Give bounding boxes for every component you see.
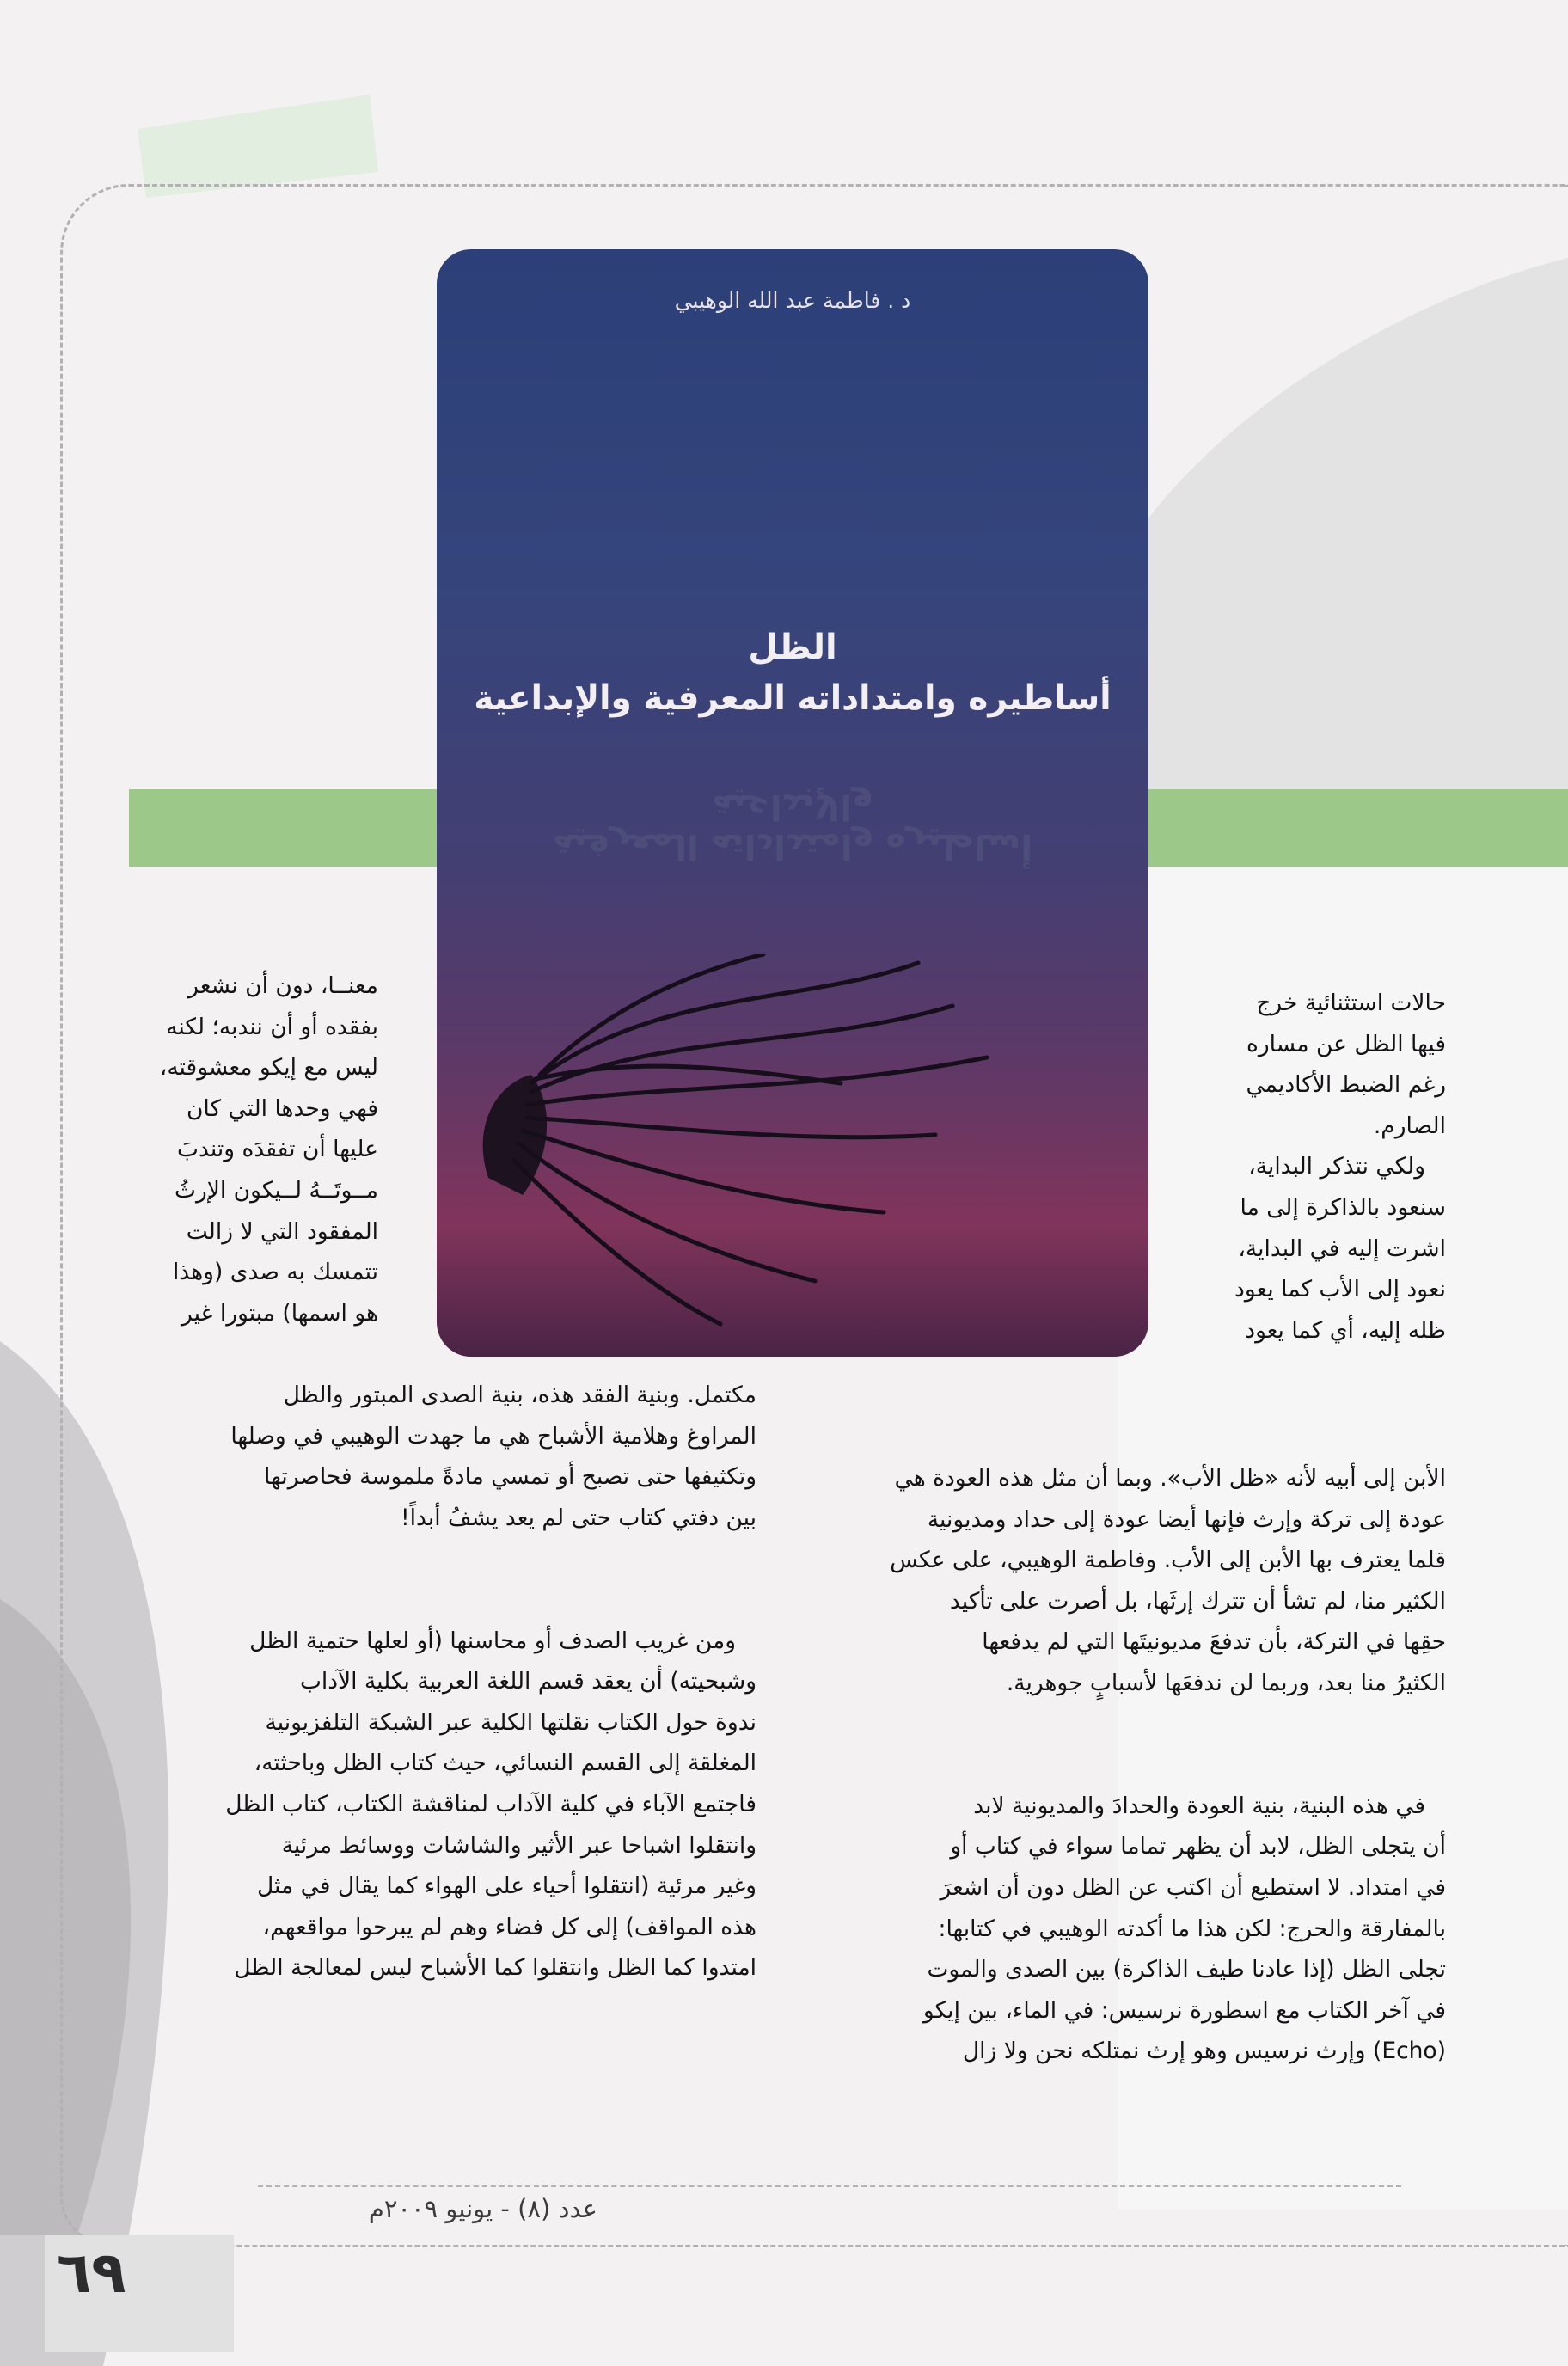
right-upper-line: نعود إلى الأب كما يعود xyxy=(1234,1276,1446,1303)
right-upper-line: اشرت إليه في البداية، xyxy=(1238,1235,1446,1262)
left-upper-line: معنــا، دون أن نشعر xyxy=(187,972,378,999)
left-lower-line: المراوغ وهلامية الأشباح هي ما جهدت الوهيبي في وصلها xyxy=(230,1422,756,1450)
right-upper-line: فيها الظل عن مساره xyxy=(1246,1030,1446,1057)
right-upper-line: حالات استثنائية خرج xyxy=(1256,990,1446,1016)
right-lower-line: في آخر الكتاب مع اسطورة نرسيس: في الماء، بين إيكو xyxy=(922,1996,1446,2024)
left-lower-line: ومن غريب الصدف أو محاسنها (أو لعلها حتمية الظل xyxy=(249,1627,736,1654)
left-upper-line: المفقود التي لا زالت xyxy=(186,1217,378,1245)
left-lower-line xyxy=(129,1579,756,1621)
right-upper-line: الصارم. xyxy=(1373,1112,1446,1139)
cover-hair-illustration xyxy=(437,954,1148,1357)
right-upper-line: رغم الضبط الأكاديمي xyxy=(1246,1071,1446,1099)
right-lower-line: أن يتجلى الظل، لابد أن يظهر تماما سواء في كتاب أو xyxy=(950,1833,1446,1860)
right-lower-line: حقِها في التركة، بأن تدفعَ مديونيتَها التي لم يدفعها xyxy=(982,1628,1446,1656)
left-lower-line: المغلقة إلى القسم النسائي، حيث كتاب الظل وباحثته، xyxy=(254,1750,756,1777)
footer-divider xyxy=(258,2185,1401,2187)
left-upper-line: هو اسمها) مبتورا غير xyxy=(181,1299,378,1327)
right-upper-line: سنعود بالذاكرة إلى ما xyxy=(1240,1193,1446,1221)
left-upper-line: ليس مع إيكو معشوقته، xyxy=(159,1054,378,1082)
left-upper-line: تتمسك به صدى (وهذا xyxy=(172,1259,378,1286)
right-lower-line: الكثير منا، لم تشأ أن تترك إرثَها، بل أصرت على تأكيد xyxy=(949,1587,1446,1615)
right-lower-line: في هذه البنية، بنية العودة والحدادَ والمديونية لابد xyxy=(973,1792,1425,1819)
right-lower-line: الكثيرُ منا بعد، وربما لن ندفعَها لأسبابٍ جوهرية. xyxy=(1006,1669,1446,1696)
right-lower-line xyxy=(824,1744,1446,1786)
cover-subtitle-reflection: أساطيره وامتداداته المعرفية والإبداعية xyxy=(552,787,1033,866)
left-lower-line: مكتمل. وبنية الفقد هذه، بنية الصدى المبتور والظل xyxy=(283,1382,756,1408)
issue-info: عدد (٨) - يونيو ٢٠٠٩م xyxy=(368,2194,597,2223)
right-lower-line: الأبن إلى أبيه لأنه «ظل الأب». وبما أن مثل هذه العودة هي xyxy=(894,1465,1446,1492)
right-lower-line: (Echo) وإرث نرسيس وهو إرث نمتلكه نحن ولا زال xyxy=(962,2038,1446,2065)
book-cover xyxy=(437,249,1148,1357)
article-column-left-lower xyxy=(129,1375,756,2030)
left-upper-line: فهي وحدها التي كان xyxy=(186,1094,378,1122)
left-lower-line xyxy=(129,1989,756,2030)
left-lower-line: امتدوا كما الظل وانتقلوا كما الأشباح ليس لمعالجة الظل xyxy=(234,1954,756,1982)
right-lower-line xyxy=(824,1704,1446,1745)
article-column-left-upper xyxy=(129,965,378,1375)
article-column-right-upper xyxy=(1124,983,1446,1351)
right-lower-line: عودة إلى تركة وإرث فإنها أيضا عودة إلى حداد ومديونية xyxy=(927,1505,1446,1533)
left-lower-line: وتكثيفها حتى تصبح أو تمسي مادةً ملموسة فحاصرتها xyxy=(264,1463,756,1491)
cover-author: د . فاطمة عبد الله الوهيبي xyxy=(674,288,911,313)
left-lower-line: هذه المواقف) إلى كل فضاء وهم لم يبرحوا مواقعهم، xyxy=(262,1913,756,1940)
right-lower-line: تجلى الظل (إذا عادنا طيف الذاكرة) بين الصدى والموت xyxy=(927,1956,1446,1983)
page-number: ٦٩ xyxy=(57,2240,126,2306)
cover-title: الظل xyxy=(748,628,837,667)
right-upper-line: ظله إليه، أي كما يعود xyxy=(1245,1316,1446,1344)
right-lower-line: في امتداد. لا استطيع أن اكتب عن الظل دون أن اشعرَ xyxy=(940,1873,1446,1901)
left-upper-line: عليها أن تفقدَه وتندبَ xyxy=(177,1136,378,1163)
left-lower-line: وانتقلوا اشباحا عبر الأثير والشاشات ووسائط مرئية xyxy=(281,1831,756,1859)
left-upper-line: مــوتَــهُ لــيكون الإرثُ xyxy=(175,1176,378,1204)
right-lower-line: بالمفارقة والحرج: لكن هذا ما أكدته الوهيبي في كتابها: xyxy=(938,1915,1446,1942)
left-lower-line: وغير مرئية (انتقلوا أحياء على الهواء كما يقال في مثل xyxy=(256,1873,756,1900)
left-lower-line: بين دفتي كتاب حتى لم يعد يشفُ أبداً! xyxy=(400,1504,756,1531)
left-lower-line xyxy=(129,1538,756,1579)
article-column-right-lower xyxy=(824,1458,1446,2072)
left-lower-line: ندوة حول الكتاب نقلتها الكلية عبر الشبكة التلفزيونية xyxy=(265,1708,756,1736)
left-upper-line: بفقده أو أن نندبه؛ لكنه xyxy=(166,1013,378,1040)
left-lower-line: وشبحيته) أن يعقد قسم اللغة العربية بكلية الآداب xyxy=(299,1668,756,1695)
right-upper-line: ولكي نتذكر البداية، xyxy=(1248,1153,1425,1180)
left-upper-line xyxy=(129,1333,378,1375)
cover-subtitle: أساطيره وامتداداته المعرفية والإبداعية xyxy=(474,679,1112,718)
left-lower-line: فاجتمع الآباء في كلية الآداب لمناقشة الكتاب، كتاب الظل xyxy=(225,1790,756,1817)
right-lower-line: قلما يعترف بها الأبن إلى الأب. وفاطمة الوهيبي، على عكس xyxy=(890,1547,1446,1574)
